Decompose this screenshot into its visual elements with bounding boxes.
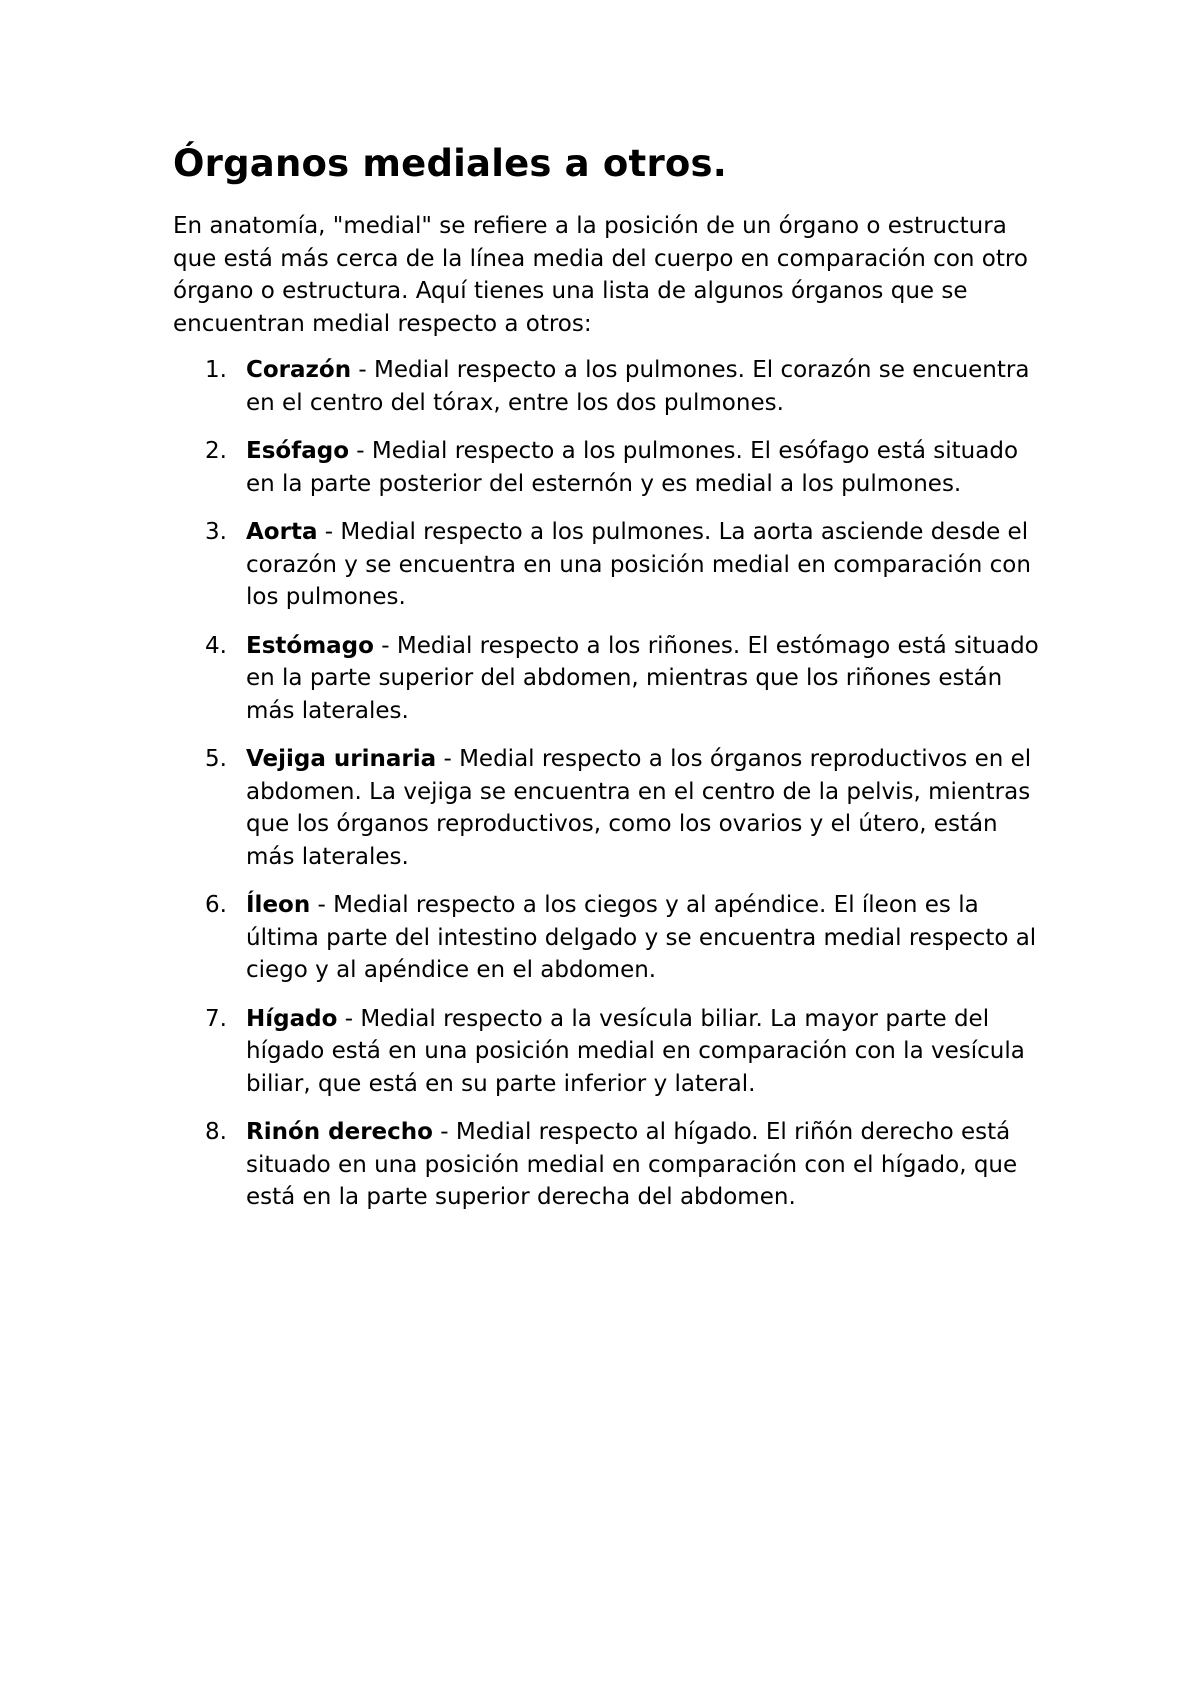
- list-item-term: Estómago: [246, 632, 374, 659]
- list-item-term: Íleon: [246, 892, 311, 918]
- list-item-number: 6.: [205, 892, 227, 918]
- list-item-separator: -: [337, 1005, 361, 1032]
- list-item-text: Medial respecto al hígado. El riñón derecho está situado en una posición medial en comparación con el hígado, que está en la parte superior derecha del abdomen.: [246, 1119, 1018, 1210]
- document-page: [173, 140, 1053, 1230]
- list-item-number: 2.: [205, 438, 227, 464]
- list-item-text: Medial respecto a los ciegos y al apéndice. El íleon es la última parte del intestino delgado y se encuentra medial respecto al ciego y al apéndice en el abdomen.: [246, 892, 1037, 983]
- list-item-text: Medial respecto a los órganos reproductivos en el abdomen. La vejiga se encuentra en el centro de la pelvis, mientras que los órganos reproductivos, como los ovarios y el útero, están más laterales.: [246, 746, 1032, 870]
- list-item: [173, 630, 1053, 728]
- list-item-number: 5.: [205, 746, 227, 772]
- list-item-separator: -: [373, 632, 397, 659]
- list-item-number: 7.: [205, 1005, 227, 1032]
- list-item-separator: -: [436, 746, 460, 772]
- list-item-term: Esófago: [246, 438, 349, 464]
- list-item-term: Hígado: [246, 1005, 338, 1032]
- list-item-number: 8.: [205, 1119, 227, 1145]
- list-item: [173, 354, 1053, 419]
- list-item-term: Aorta: [246, 519, 318, 545]
- list-item-text: Medial respecto a los riñones. El estómago está situado en la parte superior del abdomen, mientras que los riñones están más laterales.: [246, 632, 1039, 724]
- list-item-term: Rinón derecho: [246, 1119, 433, 1145]
- list-item: [173, 1116, 1053, 1214]
- intro-paragraph: En anatomía, "medial" se refiere a la posición de un órgano o estructura que está más cerca de la línea media del cuerpo en comparación con otro órgano o estructura. Aquí tienes una lista de algunos órganos que se encuentran medial respecto a otros:: [173, 213, 1028, 337]
- list-item-text: Medial respecto a los pulmones. El esófago está situado en la parte posterior del esternón y es medial a los pulmones.: [246, 438, 1019, 497]
- list-item-text: Medial respecto a los pulmones. La aorta asciende desde el corazón y se encuentra en una posición medial en comparación con los pulmones.: [246, 519, 1031, 610]
- list-item-number: 3.: [205, 519, 227, 545]
- list-item: [173, 743, 1053, 873]
- list-item-separator: -: [349, 438, 372, 464]
- list-item: [173, 435, 1053, 500]
- list-item-separator: -: [351, 357, 375, 383]
- list-item-number: 4.: [205, 632, 227, 659]
- list-item-term: Corazón: [246, 357, 352, 383]
- document-title: Órganos mediales a otros.: [173, 142, 727, 185]
- list-item-term: Vejiga urinaria: [246, 746, 437, 772]
- list-item: [173, 516, 1053, 614]
- list-item-number: 1.: [205, 357, 227, 383]
- list-item-text: Medial respecto a los pulmones. El corazón se encuentra en el centro del tórax, entre los dos pulmones.: [246, 357, 1030, 416]
- list-item-separator: -: [310, 892, 334, 918]
- organ-list: [173, 354, 1053, 1214]
- list-item-separator: -: [317, 519, 341, 545]
- list-item-separator: -: [432, 1119, 456, 1145]
- list-item: [173, 1003, 1053, 1101]
- list-item-text: Medial respecto a la vesícula biliar. La mayor parte del hígado está en una posición medial en comparación con la vesícula biliar, que está en su parte inferior y lateral.: [246, 1005, 1025, 1097]
- list-item: [173, 889, 1053, 987]
